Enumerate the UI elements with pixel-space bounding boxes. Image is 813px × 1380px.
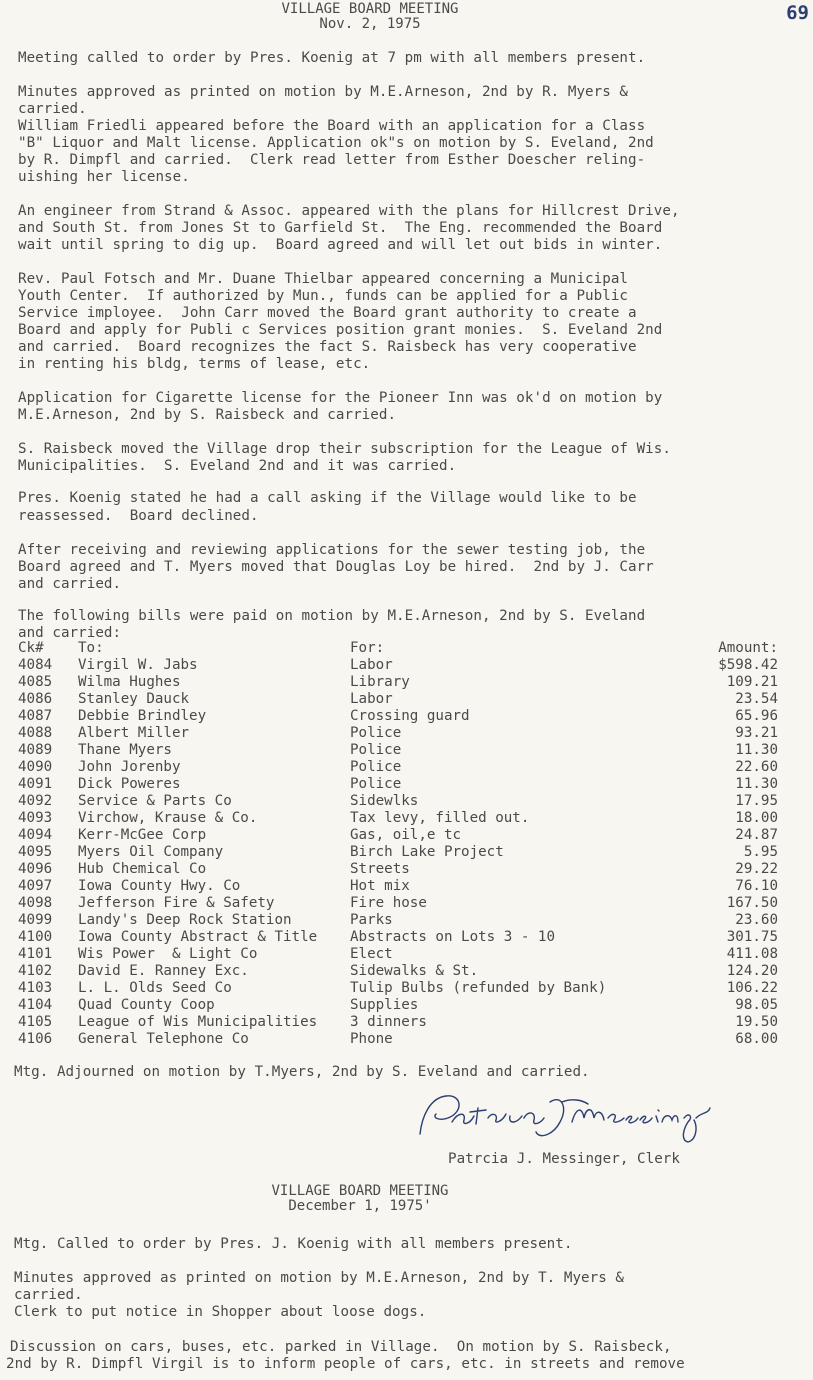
bill-amount: 411.08 <box>726 946 778 962</box>
bill-amount: 23.54 <box>735 691 778 707</box>
minutes-line: Municipalities. S. Eveland 2nd and it was carried. <box>18 458 457 474</box>
bill-purpose: Birch Lake Project <box>350 844 504 860</box>
meeting1-date: Nov. 2, 1975 <box>319 16 421 32</box>
bill-check-number: 4097 <box>18 878 53 894</box>
bill-row <box>18 759 798 776</box>
bill-payee: Albert Miller <box>78 725 190 741</box>
bill-check-number: 4104 <box>18 997 53 1013</box>
bill-purpose: Police <box>350 759 402 775</box>
bill-purpose: Labor <box>350 691 393 707</box>
bill-payee: Myers Oil Company <box>78 844 224 860</box>
bill-purpose: Fire hose <box>350 895 427 911</box>
bill-purpose: Abstracts on Lots 3 - 10 <box>350 929 555 945</box>
bill-amount: 106.22 <box>726 980 778 996</box>
bill-check-number: 4093 <box>18 810 53 826</box>
bill-amount: 76.10 <box>735 878 778 894</box>
bill-payee: David E. Ranney Exc. <box>78 963 249 979</box>
bill-purpose: Supplies <box>350 997 419 1013</box>
page-number: 69 <box>786 2 809 24</box>
bill-row <box>18 997 798 1014</box>
bill-amount: 167.50 <box>726 895 778 911</box>
bill-purpose: Sidewalks & St. <box>350 963 479 979</box>
minutes-line: Minutes approved as printed on motion by M.E.Arneson, 2nd by R. Myers & <box>18 84 629 100</box>
bill-row <box>18 929 798 946</box>
bill-amount: 68.00 <box>735 1031 778 1047</box>
bill-payee: Kerr-McGee Corp <box>78 827 207 843</box>
bill-check-number: 4098 <box>18 895 53 911</box>
minutes-line: Discussion on cars, buses, etc. parked in Village. On motion by S. Raisbeck, <box>10 1339 672 1355</box>
bill-row <box>18 1014 798 1031</box>
bill-amount: 11.30 <box>735 776 778 792</box>
bill-check-number: 4105 <box>18 1014 53 1030</box>
bill-purpose: Hot mix <box>350 878 410 894</box>
minutes-line: Youth Center. If authorized by Mun., funds can be applied for a Public <box>18 288 629 304</box>
bill-amount: 65.96 <box>735 708 778 724</box>
meeting2-title: VILLAGE BOARD MEETING <box>271 1183 449 1199</box>
bill-amount: 29.22 <box>735 861 778 877</box>
bill-row <box>18 657 798 674</box>
meeting2-date: December 1, 1975' <box>288 1198 432 1214</box>
bill-amount: 301.75 <box>726 929 778 945</box>
bill-payee: Debbie Brindley <box>78 708 207 724</box>
adjourn-line: Mtg. Adjourned on motion by T.Myers, 2nd by S. Eveland and carried. <box>14 1064 590 1080</box>
bill-amount: 5.95 <box>743 844 778 860</box>
bill-check-number: 4100 <box>18 929 53 945</box>
bill-check-number: 4101 <box>18 946 53 962</box>
bill-amount: 23.60 <box>735 912 778 928</box>
signature-icon <box>412 1088 722 1148</box>
bill-purpose: Crossing guard <box>350 708 470 724</box>
bill-purpose: Tax levy, filled out. <box>350 810 530 826</box>
bill-purpose: Tulip Bulbs (refunded by Bank) <box>350 980 607 996</box>
bill-check-number: 4102 <box>18 963 53 979</box>
bill-check-number: 4094 <box>18 827 53 843</box>
clerk-signature <box>412 1088 722 1148</box>
bill-check-number: 4092 <box>18 793 53 809</box>
meeting1-title: VILLAGE BOARD MEETING <box>281 1 459 17</box>
bill-payee: Service & Parts Co <box>78 793 232 809</box>
minutes-line: An engineer from Strand & Assoc. appeared with the plans for Hillcrest Drive, <box>18 203 680 219</box>
bill-row <box>18 708 798 725</box>
bill-check-number: 4096 <box>18 861 53 877</box>
bill-check-number: 4090 <box>18 759 53 775</box>
minutes-line: wait until spring to dig up. Board agreed and will let out bids in winter. <box>18 237 663 253</box>
bill-payee: John Jorenby <box>78 759 181 775</box>
bill-check-number: 4088 <box>18 725 53 741</box>
bill-row <box>18 793 798 810</box>
bill-purpose: Parks <box>350 912 393 928</box>
bill-purpose: 3 dinners <box>350 1014 427 1030</box>
minutes-line: and carried: <box>18 625 122 641</box>
bill-row <box>18 691 798 708</box>
bill-row <box>18 674 798 691</box>
bill-row <box>18 827 798 844</box>
bill-amount: 124.20 <box>726 963 778 979</box>
bill-purpose: Labor <box>350 657 393 673</box>
bill-row <box>18 895 798 912</box>
bill-payee: Virchow, Krause & Co. <box>78 810 258 826</box>
bill-payee: General Telephone Co <box>78 1031 249 1047</box>
bill-payee: Iowa County Hwy. Co <box>78 878 241 894</box>
minutes-line: carried. <box>14 1287 83 1303</box>
bill-row <box>18 963 798 980</box>
minutes-line: Clerk to put notice in Shopper about loose dogs. <box>14 1304 427 1320</box>
bill-payee: Jefferson Fire & Safety <box>78 895 275 911</box>
bill-row <box>18 725 798 742</box>
header-ck: Ck# <box>18 640 44 656</box>
minutes-line: Service imployee. John Carr moved the Board grant authority to create a <box>18 305 637 321</box>
bill-payee: Iowa County Abstract & Title <box>78 929 318 945</box>
bill-amount: 22.60 <box>735 759 778 775</box>
bill-payee: Virgil W. Jabs <box>78 657 198 673</box>
minutes-line: Board and apply for Publi c Services position grant monies. S. Eveland 2nd <box>18 322 663 338</box>
minutes-line: 2nd by R. Dimpfl Virgil is to inform people of cars, etc. in streets and remove <box>6 1356 685 1372</box>
bill-check-number: 4089 <box>18 742 53 758</box>
minutes-line: "B" Liquor and Malt license. Application ok"s on motion by S. Eveland, 2nd <box>18 135 654 151</box>
bill-row <box>18 861 798 878</box>
bill-purpose: Gas, oil,e tc <box>350 827 462 843</box>
minutes-line: and carried. Board recognizes the fact S. Raisbeck has very cooperative <box>18 339 637 355</box>
minutes-line: William Friedli appeared before the Board with an application for a Class <box>18 118 646 134</box>
bill-payee: Stanley Dauck <box>78 691 190 707</box>
minutes-line: Pres. Koenig stated he had a call asking if the Village would like to be <box>18 490 637 506</box>
bill-payee: Wis Power & Light Co <box>78 946 258 962</box>
bill-row <box>18 980 798 997</box>
bill-check-number: 4084 <box>18 657 53 673</box>
minutes-line: reassessed. Board declined. <box>18 508 259 524</box>
bill-purpose: Phone <box>350 1031 393 1047</box>
bill-check-number: 4099 <box>18 912 53 928</box>
bill-payee: Wilma Hughes <box>78 674 181 690</box>
minutes-line: by R. Dimpfl and carried. Clerk read letter from Esther Doescher reling- <box>18 152 646 168</box>
bill-amount: 18.00 <box>735 810 778 826</box>
bill-payee: Landy's Deep Rock Station <box>78 912 292 928</box>
bill-amount: 98.05 <box>735 997 778 1013</box>
bill-purpose: Police <box>350 725 402 741</box>
bill-row <box>18 810 798 827</box>
bill-row <box>18 912 798 929</box>
bill-amount: $598.42 <box>718 657 778 673</box>
bill-purpose: Library <box>350 674 410 690</box>
bill-row <box>18 946 798 963</box>
bill-row <box>18 1031 798 1048</box>
bill-check-number: 4103 <box>18 980 53 996</box>
bill-row <box>18 742 798 759</box>
bill-row <box>18 776 798 793</box>
bill-amount: 109.21 <box>726 674 778 690</box>
bill-purpose: Streets <box>350 861 410 877</box>
minutes-line: Board agreed and T. Myers moved that Douglas Loy be hired. 2nd by J. Carr <box>18 559 654 575</box>
minutes-line: and carried. <box>18 576 122 592</box>
minutes-line: carried. <box>18 101 87 117</box>
bill-purpose: Police <box>350 742 402 758</box>
bill-payee: Thane Myers <box>78 742 172 758</box>
minutes-line: uishing her license. <box>18 169 190 185</box>
bills-header-row <box>18 640 798 657</box>
bill-amount: 24.87 <box>735 827 778 843</box>
bill-payee: Quad County Coop <box>78 997 215 1013</box>
bill-payee: League of Wis Municipalities <box>78 1014 318 1030</box>
minutes-line: S. Raisbeck moved the Village drop their subscription for the League of Wis. <box>18 441 671 457</box>
bill-row <box>18 844 798 861</box>
bill-amount: 93.21 <box>735 725 778 741</box>
header-to: To: <box>78 640 104 656</box>
clerk-name: Patrcia J. Messinger, Clerk <box>448 1151 680 1167</box>
bill-payee: L. L. Olds Seed Co <box>78 980 232 996</box>
bill-check-number: 4095 <box>18 844 53 860</box>
minutes-line: The following bills were paid on motion by M.E.Arneson, 2nd by S. Eveland <box>18 608 646 624</box>
bill-check-number: 4087 <box>18 708 53 724</box>
header-for: For: <box>350 640 385 656</box>
minutes-line: Rev. Paul Fotsch and Mr. Duane Thielbar appeared concerning a Municipal <box>18 271 629 287</box>
minutes-line: in renting his bldg, terms of lease, etc. <box>18 356 371 372</box>
minutes-line: After receiving and reviewing applications for the sewer testing job, the <box>18 542 646 558</box>
bill-payee: Hub Chemical Co <box>78 861 207 877</box>
bill-purpose: Police <box>350 776 402 792</box>
bill-purpose: Sidewlks <box>350 793 419 809</box>
bill-check-number: 4086 <box>18 691 53 707</box>
minutes-line: M.E.Arneson, 2nd by S. Raisbeck and carried. <box>18 407 397 423</box>
bill-payee: Dick Poweres <box>78 776 181 792</box>
bill-amount: 19.50 <box>735 1014 778 1030</box>
bill-check-number: 4091 <box>18 776 53 792</box>
bill-amount: 11.30 <box>735 742 778 758</box>
minutes-line: Minutes approved as printed on motion by M.E.Arneson, 2nd by T. Myers & <box>14 1270 625 1286</box>
bill-check-number: 4085 <box>18 674 53 690</box>
bill-row <box>18 878 798 895</box>
bill-amount: 17.95 <box>735 793 778 809</box>
minutes-line: Meeting called to order by Pres. Koenig at 7 pm with all members present. <box>18 50 646 66</box>
minutes-line: Mtg. Called to order by Pres. J. Koenig with all members present. <box>14 1236 573 1252</box>
minutes-line: Application for Cigarette license for the Pioneer Inn was ok'd on motion by <box>18 390 663 406</box>
header-amount: Amount: <box>718 640 778 656</box>
bill-check-number: 4106 <box>18 1031 53 1047</box>
bill-purpose: Elect <box>350 946 393 962</box>
minutes-line: and South St. from Jones St to Garfield St. The Eng. recommended the Board <box>18 220 663 236</box>
